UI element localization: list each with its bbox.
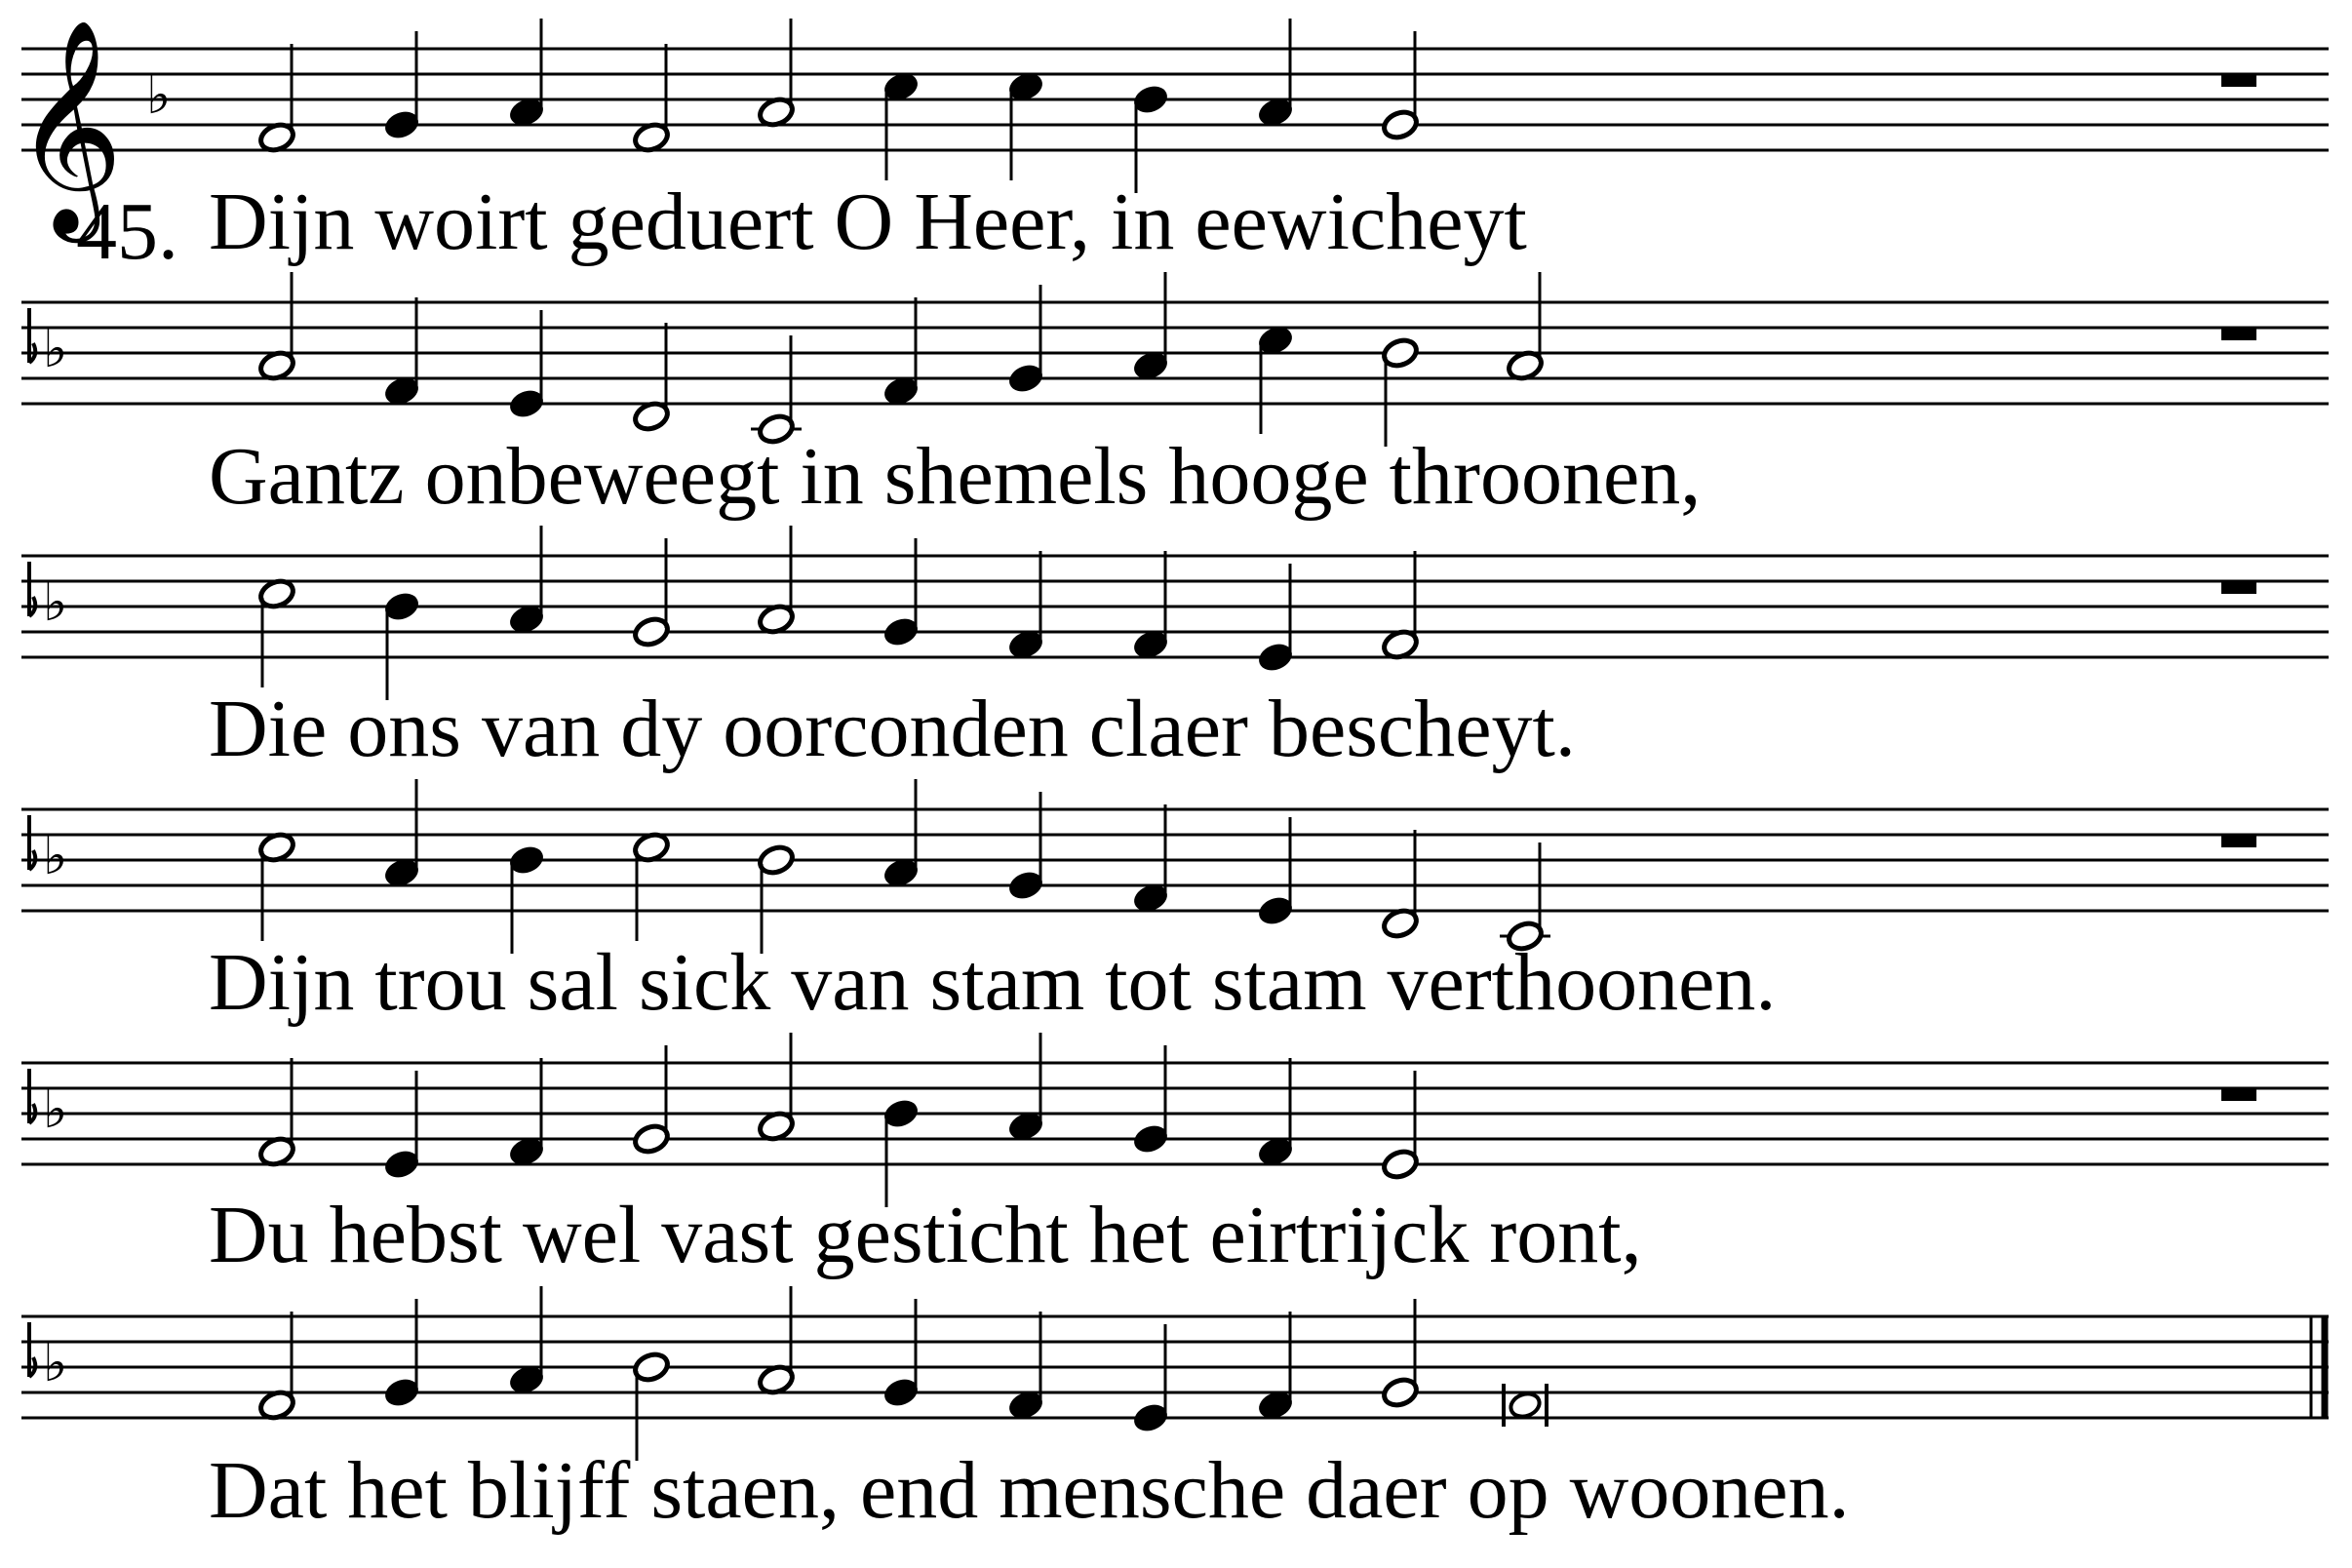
rest-mark <box>2221 1088 2256 1101</box>
clef-mark-icon <box>29 308 35 363</box>
clef-mark-icon <box>29 1069 35 1123</box>
clef-mark-icon <box>29 562 35 616</box>
lyric-line-2: Gantz onbeweegt in shemels hooge throonen, <box>209 431 1702 522</box>
flat-sign-icon: ♭ <box>43 571 68 633</box>
lyric-line-3: Die ons van dy oorconden claer bescheyt. <box>209 684 1576 774</box>
rest-mark <box>2221 328 2256 340</box>
lyric-line-1: Dijn woirt geduert O Heer, in eewicheyt <box>209 176 1527 267</box>
flat-sign-icon: ♭ <box>43 1332 68 1393</box>
clef-mark-icon <box>29 1322 35 1377</box>
lyric-line-6: Dat het blijff staen, end mensche daer op woonen. <box>209 1445 1850 1536</box>
flat-sign-icon: ♭ <box>43 318 68 379</box>
treble-clef-icon: 𝄞 <box>14 18 124 233</box>
flat-sign-icon: ♭ <box>43 825 68 886</box>
lyric-line-5: Du hebst wel vast gesticht het eirtrijck ront, <box>209 1190 1642 1280</box>
stanza-number: 45. <box>76 186 178 277</box>
clef-mark-icon <box>29 815 35 870</box>
lyric-line-4: Dijn trou sal sick van stam tot stam verthoonen. <box>209 937 1777 1028</box>
flat-sign-icon: ♭ <box>146 64 172 126</box>
rest-mark <box>2221 74 2256 87</box>
rest-mark <box>2221 835 2256 847</box>
rest-mark <box>2221 581 2256 594</box>
flat-sign-icon: ♭ <box>43 1078 68 1140</box>
note-head <box>1508 1391 1543 1421</box>
